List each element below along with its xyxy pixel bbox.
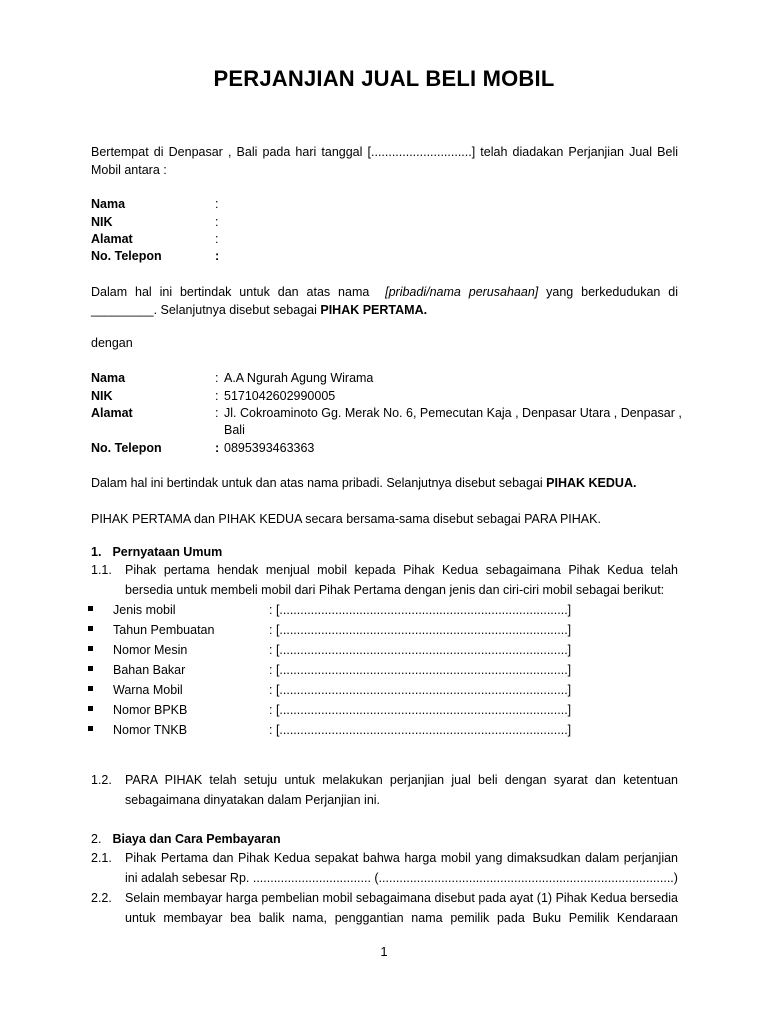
intro-line-1: Bertempat di Denpasar , Bali pada hari tanggal [.............................] telah diadakan Perjanjian Jual Beli [91, 145, 678, 159]
intro-line-2: Mobil antara : [91, 163, 167, 177]
bullet-icon [88, 626, 93, 631]
field-colon: : [215, 249, 220, 263]
car-spec-item: Nomor Mesin : [...................................................................................] [88, 640, 588, 660]
car-spec-item: Warna Mobil : [...................................................................................] [88, 680, 588, 700]
field-label: No. Telepon [91, 440, 162, 455]
field-colon: : [215, 232, 219, 246]
section1-heading: 1. Pernyataan Umum [91, 545, 223, 559]
field-colon: : [215, 214, 219, 229]
connector-text: dengan [91, 336, 133, 350]
field-value: 5171042602990005 [224, 388, 336, 403]
bullet-icon [88, 646, 93, 651]
party2-statement: Dalam hal ini bertindak untuk dan atas nama pribadi. Selanjutnya disebut sebagai PIHAK KEDUA. [91, 476, 637, 490]
bullet-icon [88, 666, 93, 671]
party1-statement-line-2: _________. Selanjutnya disebut sebagai PIHAK PERTAMA. [91, 303, 428, 317]
field-colon: : [215, 197, 219, 211]
document-title: PERJANJIAN JUAL BELI MOBIL [213, 66, 555, 91]
bullet-icon [88, 726, 93, 731]
field-colon: : [215, 388, 219, 403]
field-label: No. Telepon [91, 249, 162, 263]
clause-2-1-number: 2.1. [91, 851, 112, 865]
bullet-icon [88, 686, 93, 691]
bullet-icon [88, 606, 93, 611]
field-value: Bali [224, 423, 245, 437]
field-label: Alamat [91, 232, 133, 246]
field-colon: : [215, 371, 219, 385]
party1-statement-line-1: Dalam hal ini bertindak untuk dan atas nama [pribadi/nama perusahaan] yang berkedudukan di [91, 285, 679, 299]
field-label: NIK [91, 388, 113, 403]
field-value: A.A Ngurah Agung Wirama [224, 371, 374, 385]
car-spec-item: Nomor TNKB : [...................................................................................] [88, 720, 588, 740]
clause-1-2-number: 1.2. [91, 773, 112, 787]
field-label: Nama [91, 371, 126, 385]
bullet-icon [88, 706, 93, 711]
party1-statement [91, 283, 678, 301]
car-spec-item: Tahun Pembuatan : [...................................................................................] [88, 620, 588, 640]
page-number: 1 [380, 944, 388, 959]
clause-1-1-number: 1.1. [91, 563, 112, 577]
car-spec-item: Jenis mobil : [...................................................................................] [88, 600, 588, 620]
section2-heading: 2. Biaya dan Cara Pembayaran [91, 832, 281, 846]
field-colon: : [215, 440, 220, 455]
clause-1-1-text: Pihak pertama hendak menjual mobil kepada Pihak Kedua sebagaimana Pihak Kedua telah bersedia untuk membeli mobil dari Pihak Pertama dengan jenis dan ciri-ciri mobil sebagai berikut: [125, 563, 678, 597]
field-label: Alamat [91, 406, 133, 420]
clause-2-2-text: Selain membayar harga pembelian mobil sebagaimana disebut pada ayat (1) Pihak Kedua bersedia untuk membayar bea balik nama, penggantian nama pemilik pada Buku Pemilik Kendaraan [125, 891, 678, 925]
intro-paragraph [91, 143, 678, 161]
clause-2-2-number: 2.2. [91, 891, 112, 905]
clause-2-1-text: Pihak Pertama dan Pihak Kedua sepakat bahwa harga mobil yang dimaksudkan dalam perjanjian ini adalah sebesar Rp. .................................. (.....................................................................................) [125, 851, 678, 885]
field-label: Nama [91, 197, 126, 211]
field-label: NIK [91, 214, 113, 229]
car-spec-item: Nomor BPKB : [...................................................................................] [88, 700, 588, 720]
clause-1-2-text: PARA PIHAK telah setuju untuk melakukan perjanjian jual beli dengan syarat dan ketentuan sebagaimana dinyatakan dalam Perjanjian ini. [125, 773, 678, 807]
field-value: Jl. Cokroaminoto Gg. Merak No. 6, Pemecutan Kaja , Denpasar Utara , Denpasar , [224, 406, 682, 420]
car-spec-item: Bahan Bakar : [...................................................................................] [88, 660, 588, 680]
field-colon: : [215, 406, 219, 420]
field-value: 0895393463363 [224, 440, 315, 455]
para-pihak-statement: PIHAK PERTAMA dan PIHAK KEDUA secara bersama-sama disebut sebagai PARA PIHAK. [91, 512, 601, 526]
